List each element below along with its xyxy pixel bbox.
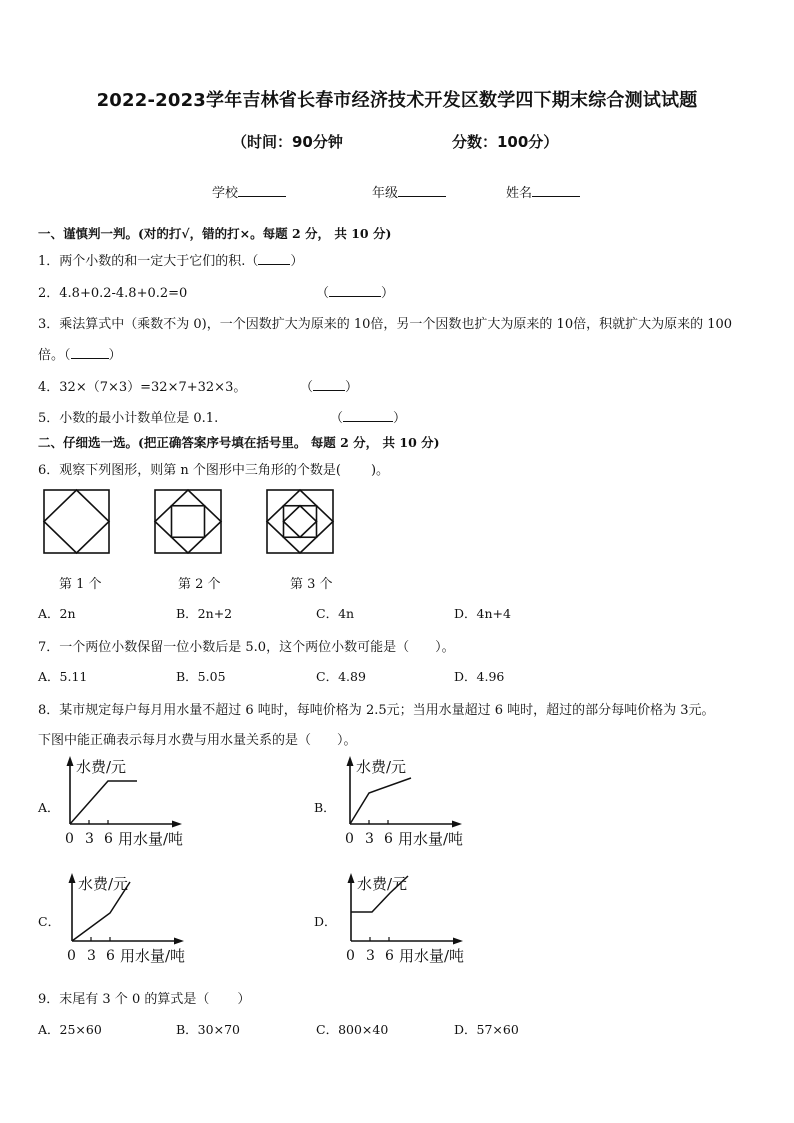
y-axis-arrow bbox=[67, 756, 74, 766]
graph-c bbox=[67, 873, 185, 965]
grade-label: 年级 bbox=[372, 186, 399, 201]
question-5-answer bbox=[330, 407, 406, 426]
question-9 bbox=[38, 988, 250, 1007]
q6-option-d[interactable]: D．4n+4 bbox=[454, 606, 511, 621]
x-axis-label: 用水量/吨 bbox=[398, 830, 464, 848]
question-3-text2: 倍。 bbox=[38, 348, 65, 363]
question-3-cont bbox=[38, 344, 122, 363]
answer-blank-1 bbox=[258, 264, 290, 265]
paren-close: ） bbox=[393, 411, 407, 426]
tick-0: 0 bbox=[346, 948, 355, 964]
school-label: 学校 bbox=[212, 186, 239, 201]
graph-b-line bbox=[350, 778, 411, 824]
graph-c-line bbox=[72, 882, 130, 941]
x-axis-label: 用水量/吨 bbox=[399, 947, 465, 965]
answer-blank-2 bbox=[329, 296, 381, 297]
tick-6: 6 bbox=[106, 948, 115, 964]
q6-option-c[interactable]: C．4n bbox=[316, 606, 355, 621]
tick-3: 3 bbox=[85, 831, 94, 847]
name-label: 姓名 bbox=[506, 186, 533, 201]
q8-option-a[interactable]: A． bbox=[38, 800, 60, 815]
y-axis-label: 水费/元 bbox=[356, 758, 407, 776]
question-5 bbox=[38, 407, 218, 426]
grade-blank bbox=[398, 196, 446, 197]
paren-open: （ bbox=[316, 286, 330, 301]
section2-heading: 二、仔细选一选。(把正确答案序号填在括号里。 每题 2 分， 共 10 分) bbox=[38, 435, 440, 450]
figure-3 bbox=[267, 490, 333, 553]
x-axis-arrow bbox=[452, 821, 462, 828]
nested-squares-figures bbox=[40, 486, 370, 558]
paren-close: ） bbox=[237, 992, 251, 1007]
paren-close: )。 bbox=[370, 463, 390, 478]
answer-blank-5 bbox=[343, 421, 393, 422]
q8-option-c[interactable]: C． bbox=[38, 914, 61, 929]
paren-open: （ bbox=[64, 348, 71, 363]
x-axis-label: 用水量/吨 bbox=[118, 830, 184, 848]
graph-d bbox=[346, 873, 464, 965]
question-8-text2: 下图中能正确表示每月水费与用水量关系的是（ bbox=[38, 733, 312, 748]
y-axis-label: 水费/元 bbox=[357, 875, 408, 893]
question-1-text: 1．两个小数的和一定大于它们的积. bbox=[38, 254, 246, 269]
q9-option-b[interactable]: B．30×70 bbox=[176, 1022, 240, 1037]
paren-open: （ bbox=[330, 411, 344, 426]
school-blank bbox=[238, 196, 286, 197]
q7-option-a[interactable]: A．5.11 bbox=[38, 669, 88, 684]
question-1 bbox=[38, 250, 303, 269]
exam-score: 分数：100分） bbox=[452, 133, 559, 151]
q8-option-b[interactable]: B． bbox=[314, 800, 336, 815]
paren-open: （ bbox=[300, 380, 314, 395]
question-7-text: 7．一个两位小数保留一位小数后是 5.0，这个两位小数可能是（ bbox=[38, 640, 410, 655]
y-axis-label: 水费/元 bbox=[78, 875, 129, 893]
x-axis-label: 用水量/吨 bbox=[120, 947, 186, 965]
axes bbox=[69, 873, 185, 945]
figure-3-caption: 第 3 个 bbox=[290, 577, 333, 592]
paren-close: ） bbox=[381, 286, 395, 301]
y-axis-arrow bbox=[348, 873, 355, 883]
paren-close: ） bbox=[108, 348, 122, 363]
figure-1-caption: 第 1 个 bbox=[59, 577, 102, 592]
section1-heading: 一、谨慎判一判。(对的打√，错的打×。每题 2 分， 共 10 分) bbox=[38, 226, 392, 241]
q7-option-c[interactable]: C．4.89 bbox=[316, 669, 366, 684]
tick-0: 0 bbox=[65, 831, 74, 847]
school-field bbox=[212, 182, 286, 201]
axes bbox=[347, 756, 463, 828]
question-9-text: 9．末尾有 3 个 0 的算式是（ bbox=[38, 992, 210, 1007]
graph-a bbox=[65, 756, 183, 848]
exam-time: （时间：90分钟 bbox=[232, 133, 343, 151]
graph-a-line bbox=[70, 781, 137, 824]
q6-option-a[interactable]: A．2n bbox=[38, 606, 76, 621]
x-axis-arrow bbox=[172, 821, 182, 828]
graph-b bbox=[345, 756, 463, 848]
q7-option-d[interactable]: D．4.96 bbox=[454, 669, 505, 684]
grade-field bbox=[372, 182, 446, 201]
answer-blank-3 bbox=[71, 358, 109, 359]
tick-6: 6 bbox=[384, 831, 393, 847]
question-8-cont bbox=[38, 729, 357, 748]
question-2-text: 2．4.8+0.2-4.8+0.2=0 bbox=[38, 286, 188, 301]
paren-close: ）。 bbox=[435, 640, 455, 655]
graph-d-line bbox=[351, 876, 408, 912]
y-axis-label: 水费/元 bbox=[76, 758, 127, 776]
q9-option-d[interactable]: D．57×60 bbox=[454, 1022, 519, 1037]
q8-option-d[interactable]: D． bbox=[314, 914, 337, 929]
question-2 bbox=[38, 282, 187, 301]
q7-option-b[interactable]: B．5.05 bbox=[176, 669, 226, 684]
tick-6: 6 bbox=[104, 831, 113, 847]
question-7 bbox=[38, 636, 455, 655]
q9-option-c[interactable]: C．800×40 bbox=[316, 1022, 389, 1037]
figure-1 bbox=[44, 490, 109, 553]
y-axis-arrow bbox=[347, 756, 354, 766]
exam-title: 2022-2023学年吉林省长春市经济技术开发区数学四下期末综合测试试题 bbox=[96, 90, 698, 111]
answer-blank-4 bbox=[313, 390, 345, 391]
x-axis-arrow bbox=[174, 938, 184, 945]
question-6-text: 6．观察下列图形，则第 n 个图形中三角形的个数是( bbox=[38, 463, 341, 478]
figure-2-caption: 第 2 个 bbox=[178, 577, 221, 592]
figure-2 bbox=[155, 490, 221, 553]
x-axis-arrow bbox=[453, 938, 463, 945]
question-5-text: 5．小数的最小计数单位是 0.1. bbox=[38, 411, 219, 426]
question-3: 3．乘法算式中（乘数不为 0)，一个因数扩大为原来的 10倍，另一个因数也扩大为原来的 10倍，积就扩大为原来的 100 bbox=[38, 317, 733, 332]
q9-option-a[interactable]: A．25×60 bbox=[38, 1022, 102, 1037]
paren-open: （ bbox=[245, 254, 259, 269]
question-4 bbox=[38, 376, 246, 395]
paren-close: ） bbox=[345, 380, 359, 395]
question-2-answer bbox=[316, 282, 394, 301]
tick-3: 3 bbox=[87, 948, 96, 964]
question-6 bbox=[38, 459, 389, 478]
tick-6: 6 bbox=[385, 948, 394, 964]
name-blank bbox=[532, 196, 580, 197]
paren-close: ）。 bbox=[337, 733, 357, 748]
axes bbox=[348, 873, 464, 945]
question-4-answer bbox=[300, 376, 358, 395]
question-4-text: 4．32×（7×3）=32×7+32×3。 bbox=[38, 380, 247, 395]
y-axis-arrow bbox=[69, 873, 76, 883]
axes bbox=[67, 756, 183, 828]
tick-0: 0 bbox=[345, 831, 354, 847]
tick-3: 3 bbox=[366, 948, 375, 964]
question-8: 8．某市规定每户每月用水量不超过 6 吨时，每吨价格为 2.5元；当用水量超过 6 吨时，超过的部分每吨价格为 3元。 bbox=[38, 703, 715, 718]
tick-3: 3 bbox=[365, 831, 374, 847]
name-field bbox=[506, 182, 580, 201]
tick-0: 0 bbox=[67, 948, 76, 964]
q6-option-b[interactable]: B．2n+2 bbox=[176, 606, 233, 621]
paren-close: ） bbox=[290, 254, 304, 269]
